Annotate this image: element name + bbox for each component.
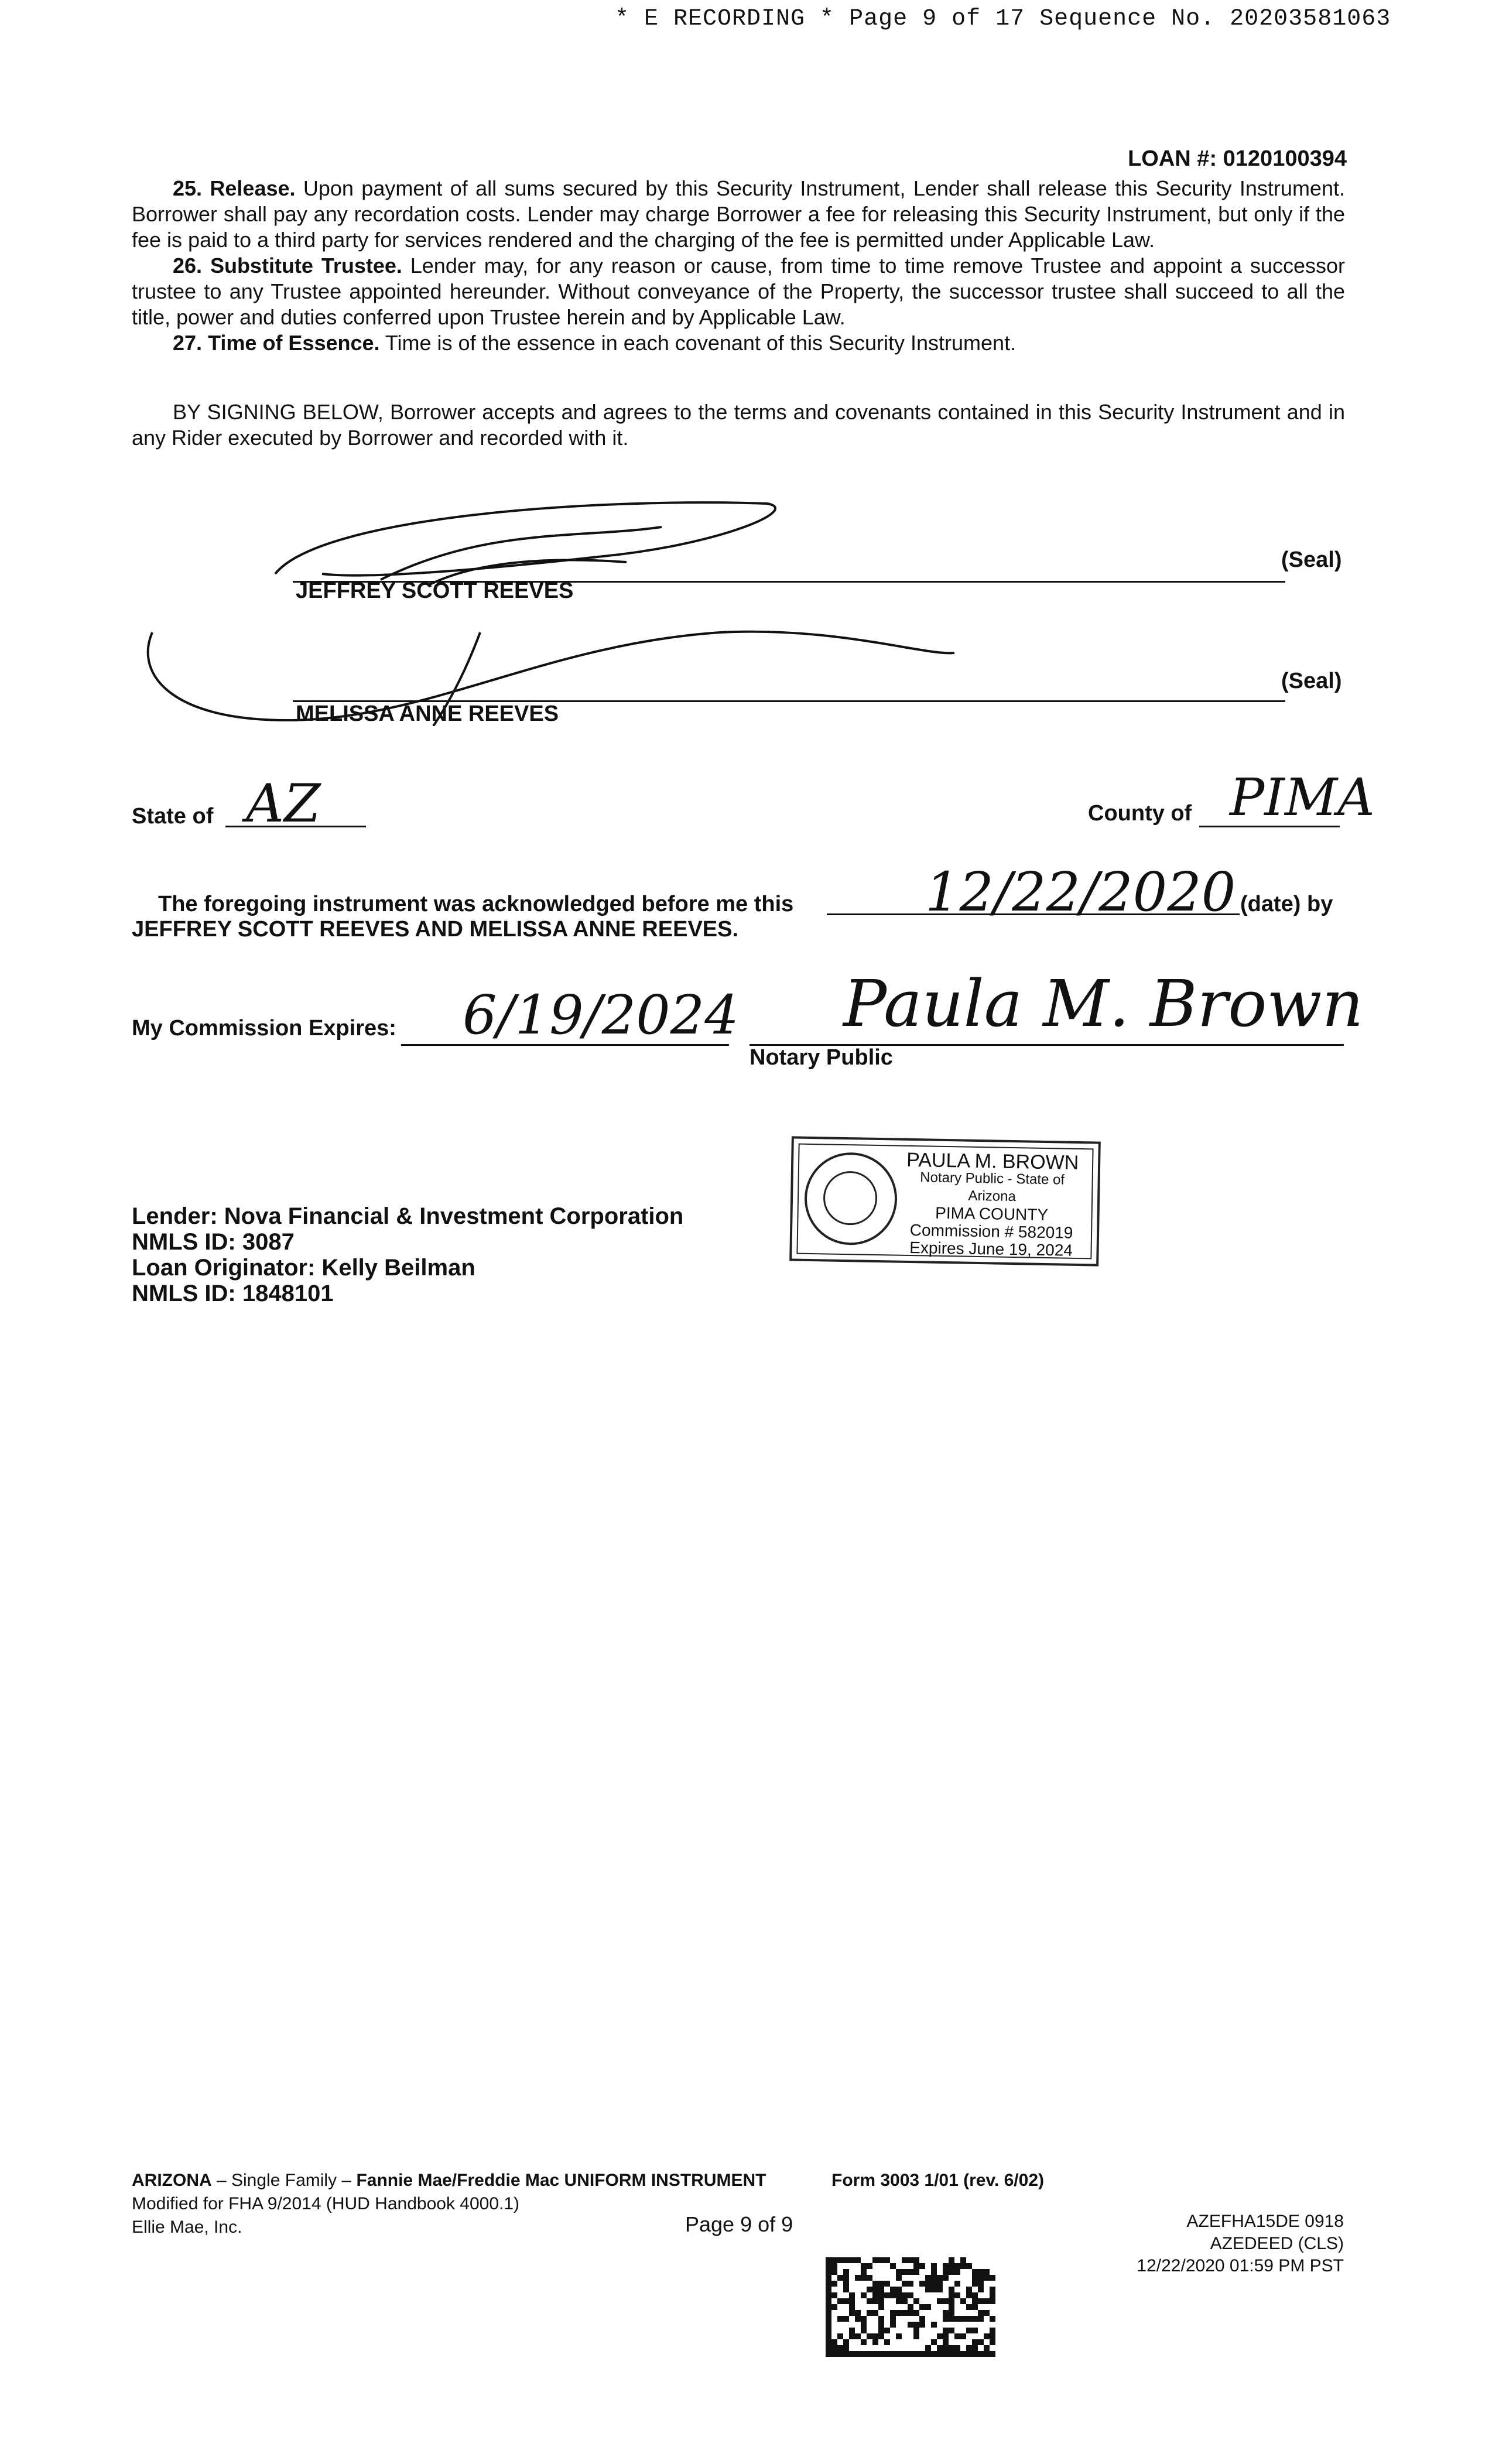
- section-25: [132, 176, 1345, 253]
- stamp-line4: Expires June 19, 2024: [909, 1238, 1073, 1260]
- footer-instrument: [132, 2169, 766, 2192]
- lender-nmls: NMLS ID: 3087: [132, 1229, 295, 1255]
- date-suffix: (date) by: [1240, 892, 1333, 916]
- section-number: 25.: [173, 176, 203, 200]
- seal-label: (Seal): [1281, 547, 1342, 572]
- state-value: AZ: [246, 773, 321, 834]
- notary-public-label: Notary Public: [750, 1045, 893, 1070]
- footer-code1: AZEFHA15DE 0918: [1186, 2212, 1344, 2231]
- loan-label: LOAN #:: [1128, 146, 1217, 171]
- barcode-icon: [826, 2257, 995, 2357]
- stamp-line2: PIMA COUNTY: [935, 1203, 1049, 1224]
- footer-form: Form 3003 1/01 (rev. 6/02): [831, 2171, 1044, 2190]
- section-title: Time of Essence.: [208, 331, 380, 355]
- section-text: Upon payment of all sums secured by this Security Instrument, Lender shall release this Security Instrument. Borrower shall pay any recordation costs. Lender may charge Borrower a fee for releasing this Security Instrument, but only if the fee is paid to a third party for services rendered and the charging of the fee is permitted under Applicable Law.: [132, 176, 1345, 252]
- county-label: County of: [1088, 801, 1192, 826]
- section-27: [132, 330, 1345, 356]
- stamp-line1: Notary Public - State of Arizona: [920, 1169, 1065, 1205]
- lender-name: Lender: Nova Financial & Investment Corporation: [132, 1203, 684, 1229]
- commission-value: 6/19/2024: [463, 984, 739, 1046]
- signer-name: JEFFREY SCOTT REEVES: [296, 579, 574, 603]
- footer-codes: [1137, 2210, 1344, 2277]
- ack-date: 12/22/2020: [925, 861, 1236, 923]
- loan-originator: Loan Originator: Kelly Beilman: [132, 1255, 475, 1281]
- footer-modified: Modified for FHA 9/2014 (HUD Handbook 4000.1): [132, 2194, 520, 2213]
- section-title: Substitute Trustee.: [210, 254, 402, 278]
- loan-value: 0120100394: [1223, 146, 1347, 171]
- section-number: 27.: [173, 331, 203, 355]
- ack-text: The foregoing instrument was acknowledged before me this: [158, 892, 794, 916]
- county-value: PIMA: [1230, 767, 1375, 827]
- section-26: [132, 253, 1345, 330]
- notary-signature: Paula M. Brown: [843, 966, 1364, 1041]
- footer-timestamp: 12/22/2020 01:59 PM PST: [1137, 2256, 1344, 2275]
- stamp-name: PAULA M. BROWN: [906, 1148, 1079, 1174]
- loan-number: [1128, 146, 1347, 172]
- ack-names: JEFFREY SCOTT REEVES AND MELISSA ANNE REEVES.: [132, 917, 739, 942]
- footer-page: Page 9 of 9: [685, 2212, 793, 2236]
- footer-company: Ellie Mae, Inc.: [132, 2217, 242, 2237]
- footer-state: ARIZONA: [132, 2171, 212, 2190]
- recording-header: * E RECORDING * Page 9 of 17 Sequence No. 20203581063: [615, 6, 1391, 32]
- footer-desc2: Fannie Mae/Freddie Mac UNIFORM INSTRUMENT: [356, 2171, 766, 2190]
- lender-block: [132, 1203, 683, 1306]
- footer-desc1: – Single Family –: [211, 2171, 357, 2190]
- notary-stamp: [789, 1136, 1101, 1266]
- state-label: State of: [132, 804, 214, 829]
- signature-melissa: [135, 609, 984, 726]
- seal-label: (Seal): [1281, 669, 1342, 693]
- section-title: Release.: [210, 176, 296, 200]
- signer-name: MELISSA ANNE REEVES: [296, 701, 559, 726]
- signing-statement: BY SIGNING BELOW, Borrower accepts and agrees to the terms and covenants contained in this Security Instrument and in any Rider executed by Borrower and recorded with it.: [132, 400, 1345, 450]
- section-text: Lender may, for any reason or cause, from time to time remove Trustee and appoint a successor trustee to any Trustee appointed hereunder. Without conveyance of the Property, the successor trustee shall succeed to all the title, power and duties conferred upon Trustee herein and by Applicable Law.: [132, 254, 1345, 329]
- commission-label: My Commission Expires:: [132, 1016, 396, 1041]
- originator-nmls: NMLS ID: 1848101: [132, 1281, 334, 1306]
- footer-code2: AZEDEED (CLS): [1210, 2234, 1344, 2253]
- stamp-text: [903, 1148, 1080, 1260]
- section-number: 26.: [173, 254, 203, 278]
- stamp-line3: Commission # 582019: [909, 1220, 1073, 1242]
- section-text: Time is of the essence in each covenant of this Security Instrument.: [385, 331, 1017, 355]
